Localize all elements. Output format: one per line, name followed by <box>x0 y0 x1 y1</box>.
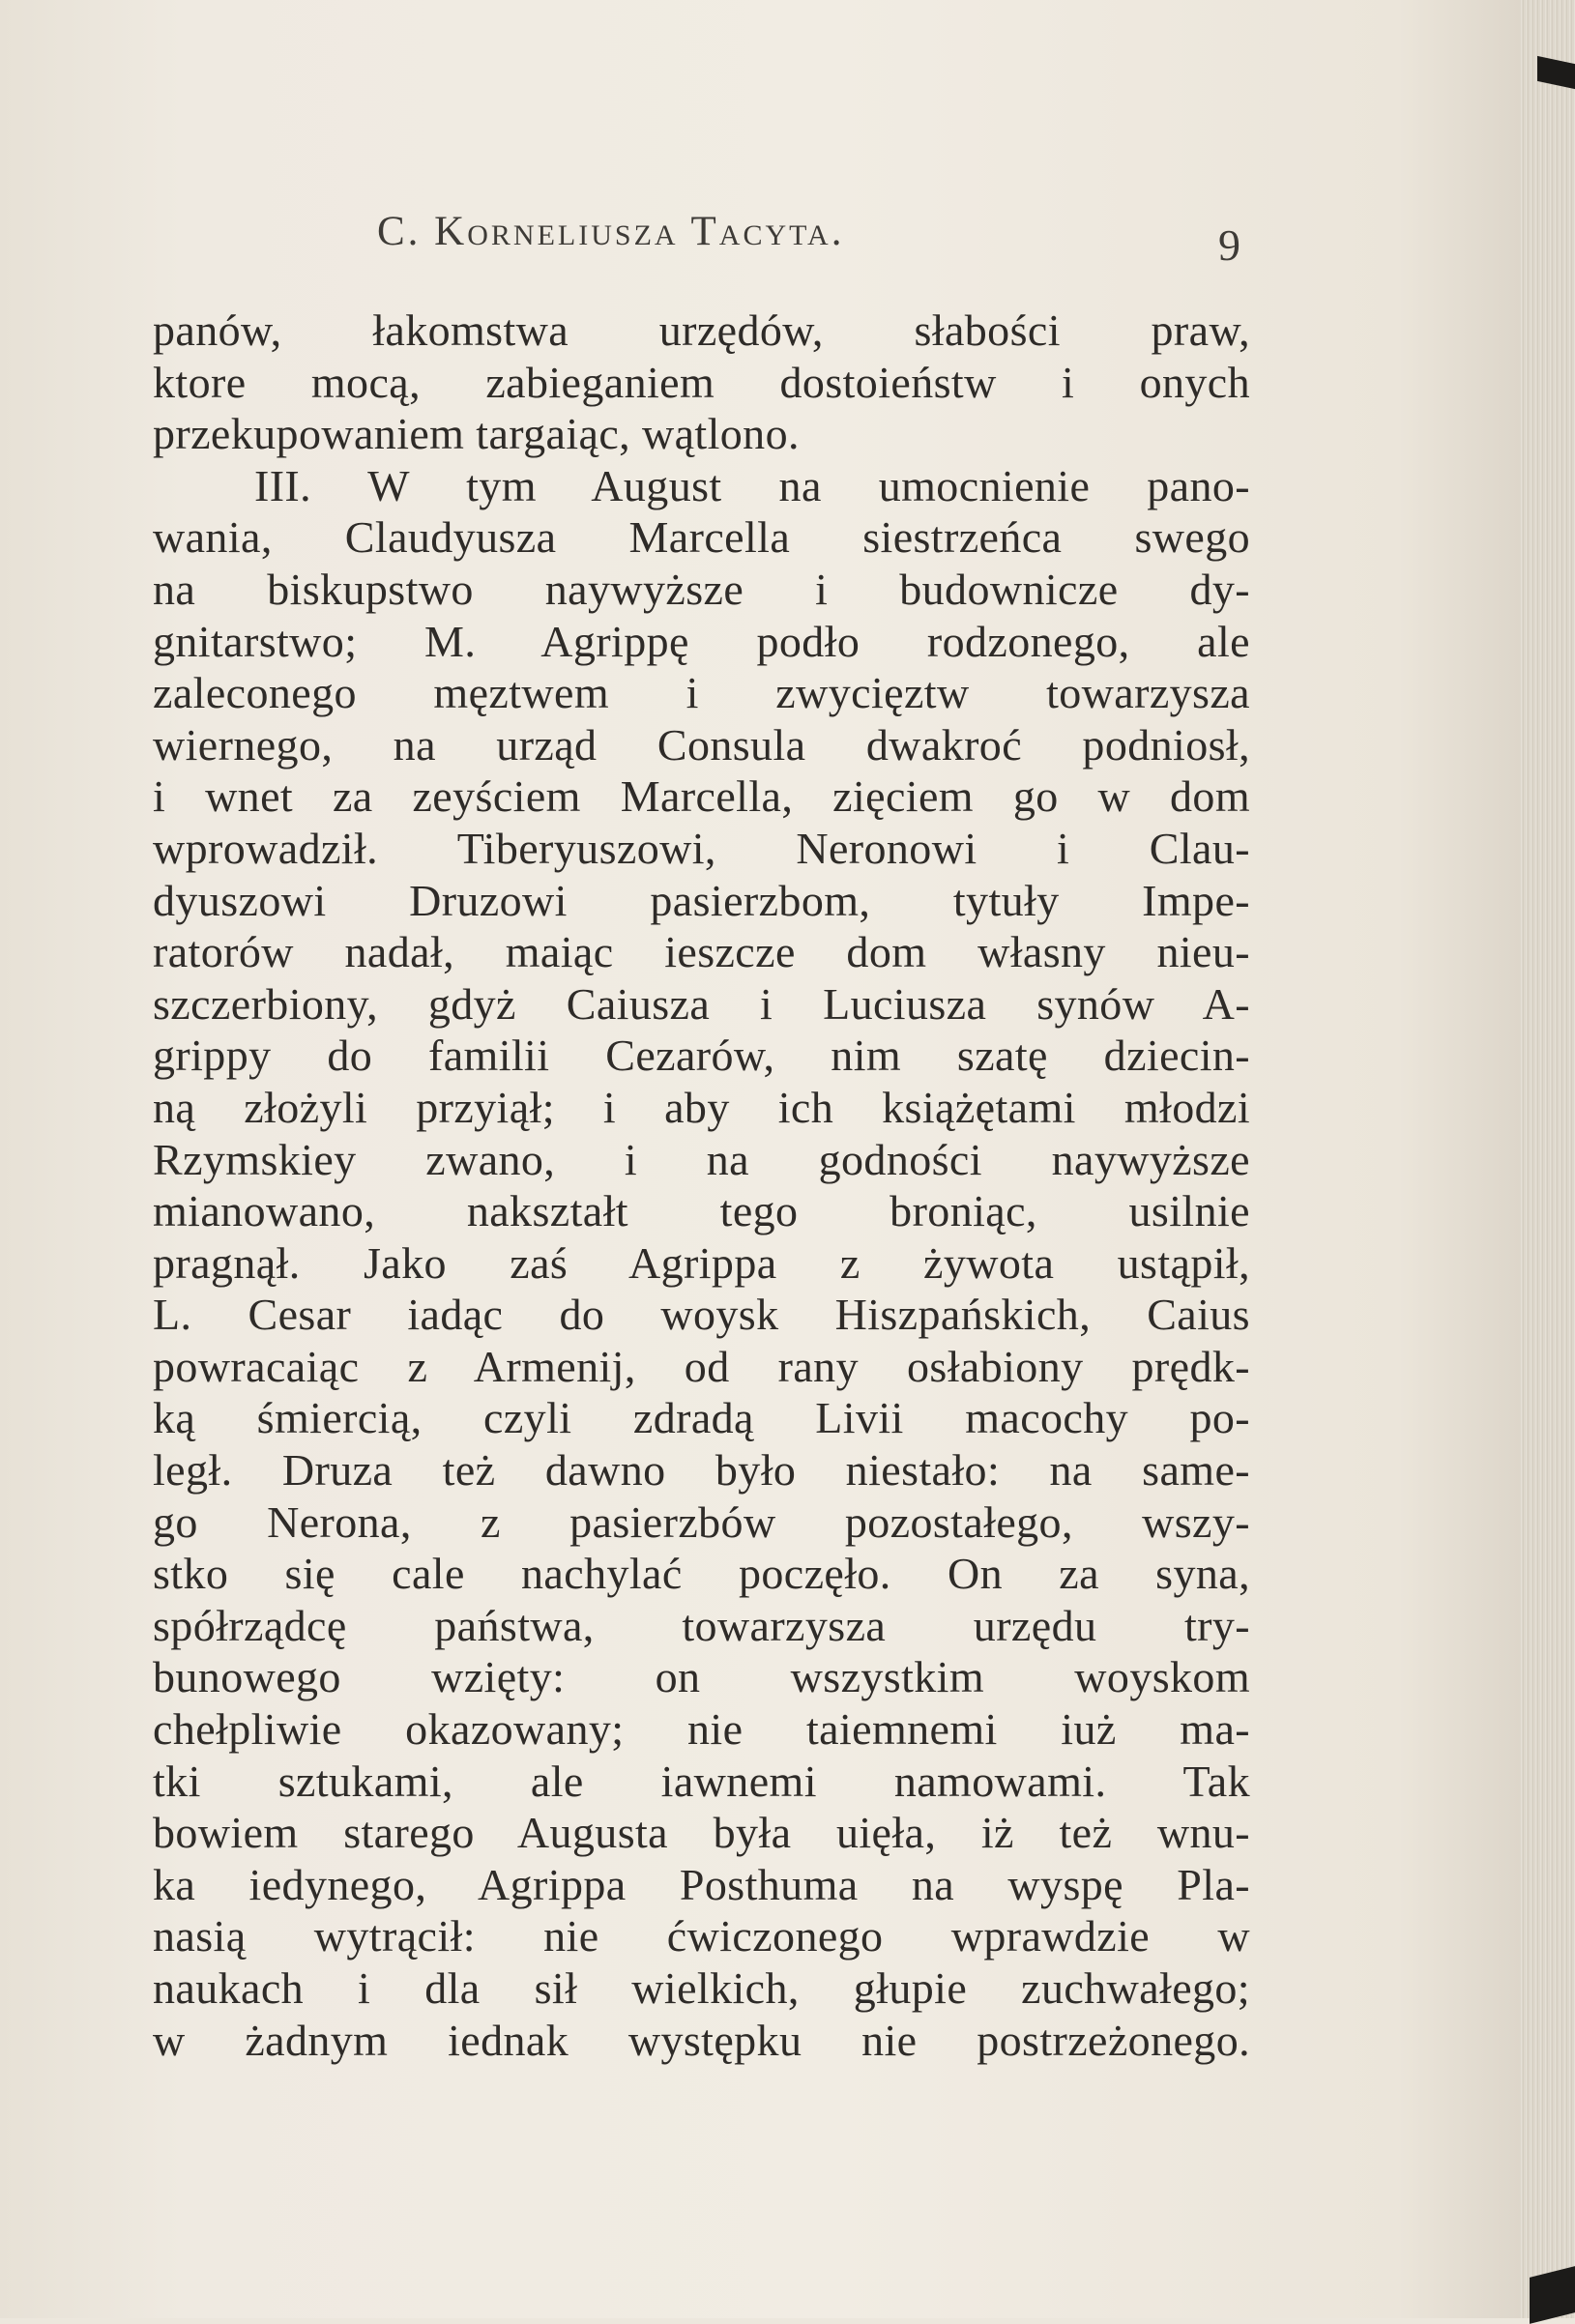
ribbon-marker-top <box>1537 56 1575 89</box>
text-line: powracaiąc z Armenij, od rany osłabiony prędk- <box>153 1341 1250 1391</box>
page-header <box>377 208 1247 270</box>
text-line: w żadnym iednak występku nie postrzeżonego. <box>153 2015 1250 2065</box>
text-line: go Nerona, z pasierzbów pozostałego, wszy- <box>153 1496 1250 1547</box>
text-line: zaleconego męztwem i zwycięztw towarzysza <box>153 668 1250 718</box>
text-line: grippy do familii Cezarów, nim szatę dziecin- <box>153 1031 1250 1081</box>
text-line: ką śmiercią, czyli zdradą Livii macochy po- <box>153 1393 1250 1443</box>
text-line: bunowego wzięty: on wszystkim woyskom <box>153 1652 1250 1702</box>
text-line: ktore mocą, zabieganiem dostoieństw i onych <box>153 357 1250 407</box>
text-line: tki sztukami, ale iawnemi namowami. Tak <box>153 1756 1250 1806</box>
running-title: C. Korneliusza Tacyta. <box>377 209 845 254</box>
body-text <box>153 305 1250 2066</box>
page-number: 9 <box>1218 220 1240 270</box>
text-line: ną złożyli przyiął; i aby ich książętami młodzi <box>153 1082 1250 1132</box>
text-line: chełpliwie okazowany; nie taiemnemi iuż ma- <box>153 1704 1250 1755</box>
text-line: wania, Claudyusza Marcella siestrzeńca swego <box>153 512 1250 563</box>
text-line: na biskupstwo naywyższe i budownicze dy- <box>153 564 1250 614</box>
text-line: legł. Druza też dawno było niestało: na same- <box>153 1445 1250 1496</box>
text-line: szczerbiony, gdyż Caiusza i Luciusza synów A- <box>153 978 1250 1029</box>
text-line: panów, łakomstwa urzędów, słabości praw, <box>153 305 1250 355</box>
text-line: mianowano, nakształt tego broniąc, usilnie <box>153 1186 1250 1236</box>
text-line: dyuszowi Druzowi pasierzbom, tytuły Impe- <box>153 875 1250 925</box>
text-line: III. W tym August na umocnienie pano- <box>254 460 1250 510</box>
text-line: wiernego, na urząd Consula dwakroć podniosł, <box>153 719 1250 770</box>
book-page-edges <box>1520 0 1575 2318</box>
text-line: naukach i dla sił wielkich, głupie zuchwałego; <box>153 1963 1250 2013</box>
text-line: bowiem starego Augusta była uięła, iż też wnu- <box>153 1808 1250 1858</box>
text-line: L. Cesar iadąc do woysk Hiszpańskich, Caius <box>153 1290 1250 1340</box>
text-line: i wnet za zeyściem Marcella, zięciem go w dom <box>153 771 1250 822</box>
text-line: gnitarstwo; M. Agrippę podło rodzonego, ale <box>153 616 1250 666</box>
text-line: ka iedynego, Agrippa Posthuma na wyspę Pla- <box>153 1859 1250 1909</box>
text-line: przekupowaniem targaiąc, wątlono. <box>153 409 800 459</box>
text-line: wprowadził. Tiberyuszowi, Neronowi i Clau- <box>153 823 1250 873</box>
text-line: stko się cale nachylać poczęło. On za syna, <box>153 1549 1250 1599</box>
text-line: nasią wytrącił: nie ćwiczonego wprawdzie w <box>153 1911 1250 1961</box>
text-line: pragnął. Jako zaś Agrippa z żywota ustąpił, <box>153 1237 1250 1288</box>
ribbon-marker-bottom <box>1530 2266 1575 2324</box>
text-line: spółrządcę państwa, towarzysza urzędu try- <box>153 1600 1250 1650</box>
text-line: ratorów nadał, maiąc ieszcze dom własny nieu- <box>153 927 1250 977</box>
text-line: Rzymskiey zwano, i na godności naywyższe <box>153 1134 1250 1184</box>
